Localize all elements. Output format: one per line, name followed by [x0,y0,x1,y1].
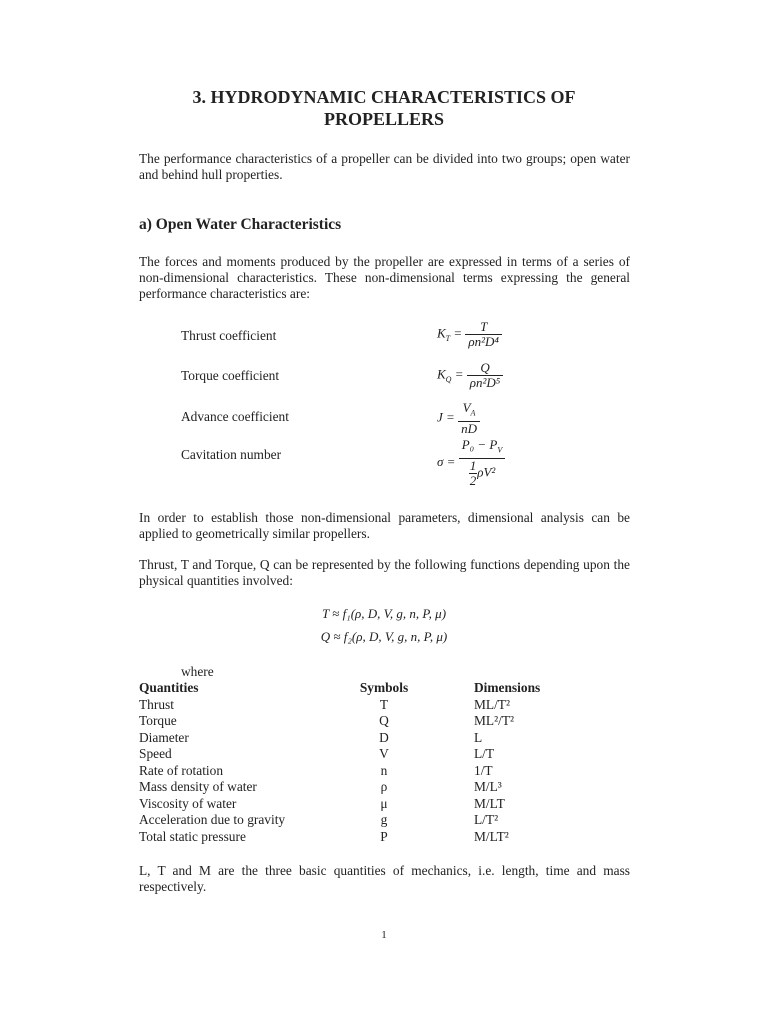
formula-thrust: $K_T$ = $\frac{T}{\text{ρn²D⁴}}$ [437,320,502,349]
symbol-cell: Q [379,713,389,728]
table-header-row [139,680,639,697]
header-dimensions: Dimensions [474,680,541,695]
coef-label-advance: Advance coefficient [181,409,289,424]
dimension-cell: M/L³ [474,779,502,794]
dimension-cell: M/LT [474,795,505,811]
formula-torque: $K_Q$ = $\frac{Q}{\text{ρn²D⁵}}$ [437,361,503,390]
quantity-cell: Rate of rotation [139,762,224,778]
quantities-table [139,680,639,845]
table-row [139,713,639,730]
page-title-line-2: PROPELLERS [323,109,445,129]
coef-label-cavitation: Cavitation number [181,447,282,462]
quantity-cell: Viscosity of water [139,795,237,811]
dimension-cell: L [474,729,483,745]
symbol-cell: n [380,762,388,778]
quantity-cell: Speed [139,746,172,761]
basic-quantities-paragraph: L, T and M are the three basic quantities of mechanics, i.e. length, time and mass respectively. [139,863,630,894]
symbol-cell: V [379,746,389,761]
table-row [139,730,639,747]
table-row [139,763,639,780]
formula-cavitation: σ = $P_0 - P_V$ $\frac{1}{2}$ ρV² [437,438,505,488]
symbol-cell: μ [380,795,388,811]
dimensional-analysis-paragraph: In order to establish those non-dimensional parameters, dimensional analysis can be applied to geometrically similar propellers. [139,510,630,541]
quantity-cell: Diameter [139,729,189,745]
table-row [139,697,639,714]
quantity-cell: Total static pressure [139,828,246,844]
functions-paragraph: Thrust, T and Torque, Q can be represented by the following functions depending upon the physical quantities involved: [139,557,630,588]
section-a-paragraph: The forces and moments produced by the propeller are expressed in terms of a series of non-dimensional characteristics. These non-dimensional terms expressing the general performance characteristics are: [139,254,630,301]
symbol-cell: g [380,812,388,827]
page-number: 1 [381,929,387,941]
dimension-cell: L/T² [474,812,499,827]
quantity-cell: Acceleration due to gravity [139,812,286,827]
table-row [139,829,639,846]
table-row [139,812,639,829]
symbol-cell: D [379,729,389,745]
table-row [139,746,639,763]
dimension-cell: ML²/T² [474,713,515,728]
dimension-cell: L/T [474,746,495,761]
table-row [139,779,639,796]
quantity-cell: Mass density of water [139,779,257,794]
formula-advance: J = $\frac{V_A}{nD}$ [437,401,480,436]
coef-label-torque: Torque coefficient [181,368,280,383]
symbol-cell: P [380,828,388,844]
torque-function: Q ≈ f₂(ρ, D, V, g, n, P, μ) [320,629,448,644]
thrust-function: T ≈ f₁(ρ, D, V, g, n, P, μ) [321,606,447,621]
table-row [139,796,639,813]
dimension-cell: 1/T [474,762,493,778]
dimension-cell: ML/T² [474,696,511,712]
symbol-cell: T [379,696,389,712]
intro-paragraph: The performance characteristics of a propeller can be divided into two groups; open water and behind hull properties. [139,151,630,182]
quantity-cell: Torque [139,713,177,728]
symbol-cell: ρ [380,779,388,794]
quantity-cell: Thrust [139,696,174,712]
where-label: where [181,664,214,679]
coef-label-thrust: Thrust coefficient [181,328,277,343]
dimension-cell: M/LT² [474,828,509,844]
section-a-heading: a) Open Water Characteristics [139,216,342,233]
header-quantities: Quantities [139,680,199,695]
header-symbols: Symbols [359,680,409,695]
page-title-line-1: 3. HYDRODYNAMIC CHARACTERISTICS OF [192,87,576,107]
